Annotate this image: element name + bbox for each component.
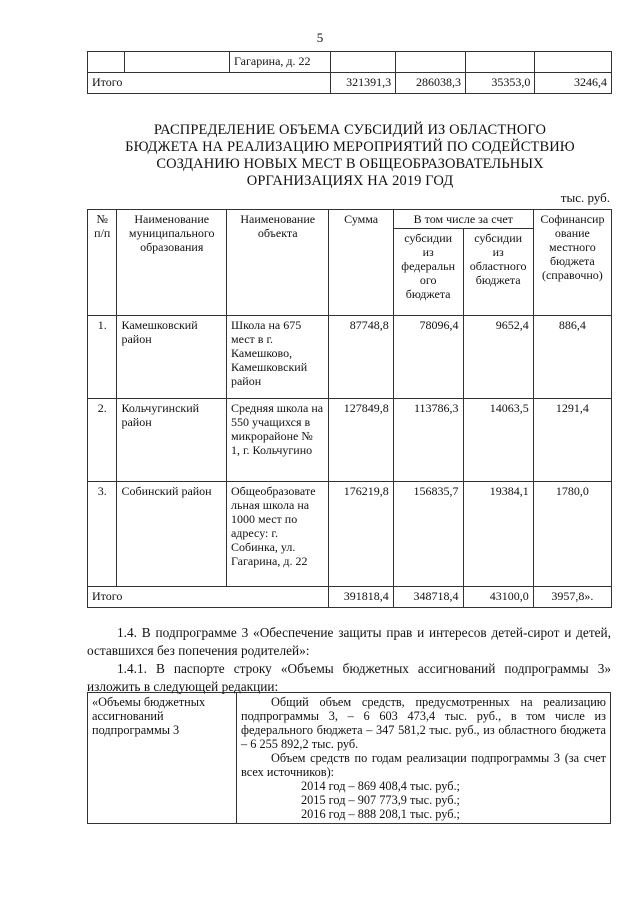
table-total-row xyxy=(88,73,612,94)
col-federal-header: субсидии из федеральн ого бюджета xyxy=(393,229,463,316)
row-municipality: Кольчугинский район xyxy=(117,399,227,482)
row-sum: 176219,8 xyxy=(329,482,393,587)
total-regional: 35353,0 xyxy=(465,73,534,94)
heading-line: ОРГАНИЗАЦИЯХ НА 2019 ГОД xyxy=(246,173,454,189)
box-paragraph: Общий объем средств, предусмотренных на реализацию подпрограммы 3, – 6 603 473,4 тыс. руб., в том числе из федерального бюджета – 347 581,2 тыс. руб., из областного бюджета – 6 255 892,2 тыс. руб. xyxy=(241,695,606,751)
row-regional: 14063,5 xyxy=(463,399,533,482)
row-federal: 113786,3 xyxy=(393,399,463,482)
box-left-label: «Объемы бюджетных ассигнований подпрограммы 3 xyxy=(88,693,237,824)
row-num: 3. xyxy=(88,482,117,587)
passport-box xyxy=(87,692,611,824)
total-federal: 348718,4 xyxy=(393,587,463,608)
total-cofin: 3957,8». xyxy=(533,587,611,608)
table-row xyxy=(88,316,612,399)
col-cofin-header: Софинансир ование местного бюджета (справочно) xyxy=(533,210,611,316)
unit-label: тыс. руб. xyxy=(560,190,610,205)
table-total-row xyxy=(88,587,612,608)
table-row xyxy=(88,693,611,824)
row-num: 1. xyxy=(88,316,117,399)
table-row xyxy=(88,52,612,73)
row-num: 2. xyxy=(88,399,117,482)
row-regional: 19384,1 xyxy=(463,482,533,587)
row-object: Общеобразовате льная школа на 1000 мест по адресу: г. Собинка, ул. Гагарина, д. 22 xyxy=(226,482,329,587)
col-incl-header: В том числе за счет xyxy=(393,210,533,229)
distribution-table xyxy=(87,209,612,608)
year-line: 2015 год – 907 773,9 тыс. руб.; xyxy=(301,793,460,807)
table-row xyxy=(88,482,612,587)
box-paragraph: Объем средств по годам реализации подпрограммы 3 (за счет всех источников): xyxy=(241,751,606,779)
col-num-header: № п/п xyxy=(88,210,117,316)
total-cofin: 3246,4 xyxy=(535,73,612,94)
heading-line: СОЗДАНИЮ НОВЫХ МЕСТ В ОБЩЕОБРАЗОВАТЕЛЬНЫХ xyxy=(156,156,544,172)
year-line: 2014 год – 869 408,4 тыс. руб.; xyxy=(301,779,460,793)
row-municipality: Собинский район xyxy=(117,482,227,587)
continued-table xyxy=(87,51,612,94)
table-row xyxy=(88,399,612,482)
row-object: Школа на 675 мест в г. Камешково, Камешковский район xyxy=(226,316,329,399)
row-sum: 127849,8 xyxy=(329,399,393,482)
col-regional-header: субсидии из областного бюджета xyxy=(463,229,533,316)
section-heading xyxy=(80,122,620,190)
total-federal: 286038,3 xyxy=(396,73,466,94)
total-label: Итого xyxy=(88,587,329,608)
col-sum-header: Сумма xyxy=(329,210,393,316)
heading-line: БЮДЖЕТА НА РЕАЛИЗАЦИЮ МЕРОПРИЯТИЙ ПО СОДЕЙСТВИЮ xyxy=(125,139,575,155)
row-federal: 78096,4 xyxy=(393,316,463,399)
address-tail: Гагарина, д. 22 xyxy=(230,52,331,73)
col-object-header: Наименование объекта xyxy=(226,210,329,316)
row-object: Средняя школа на 550 учащихся в микрорайоне № 1, г. Кольчугино xyxy=(226,399,329,482)
page-number: 5 xyxy=(316,30,324,45)
row-cofin: 1780,0 xyxy=(533,482,611,587)
paragraph-1-4-1: 1.4.1. В паспорте строку «Объемы бюджетных ассигнований подпрограммы 3» изложить в следующей редакции: xyxy=(87,661,611,694)
row-cofin: 1291,4 xyxy=(533,399,611,482)
heading-line: РАСПРЕДЕЛЕНИЕ ОБЪЕМА СУБСИДИЙ ИЗ ОБЛАСТНОГО xyxy=(153,122,547,138)
col-municipality-header: Наименование муниципального образования xyxy=(117,210,227,316)
year-line: 2016 год – 888 208,1 тыс. руб.; xyxy=(301,807,460,821)
box-right-content xyxy=(237,693,611,824)
row-sum: 87748,8 xyxy=(329,316,393,399)
total-sum: 391818,4 xyxy=(329,587,393,608)
row-regional: 9652,4 xyxy=(463,316,533,399)
paragraph-1-4: 1.4. В подпрограмме 3 «Обеспечение защиты прав и интересов детей-сирот и детей, оставшихся без попечения родителей»: xyxy=(87,625,611,658)
row-federal: 156835,7 xyxy=(393,482,463,587)
row-municipality: Камешковский район xyxy=(117,316,227,399)
total-sum: 321391,3 xyxy=(330,73,395,94)
total-label: Итого xyxy=(88,73,331,94)
header-row xyxy=(88,210,612,229)
total-regional: 43100,0 xyxy=(463,587,533,608)
row-cofin: 886,4 xyxy=(533,316,611,399)
